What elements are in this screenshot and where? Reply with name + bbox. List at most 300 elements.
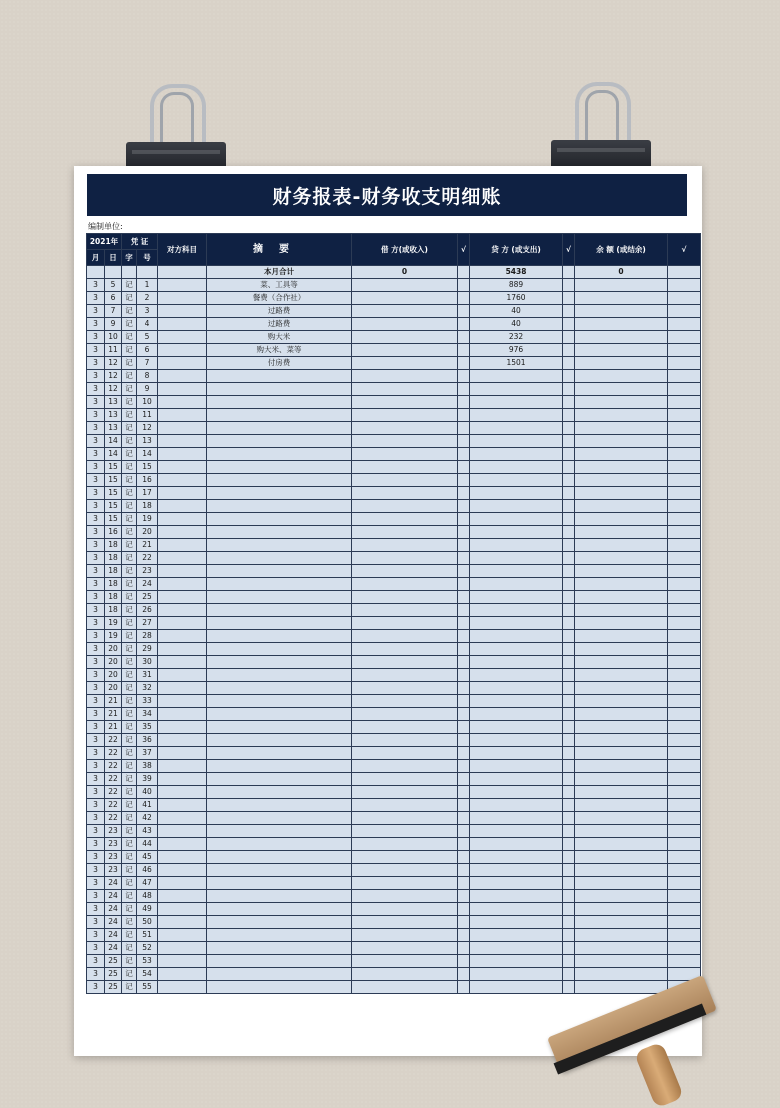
cell-number: 51 bbox=[137, 929, 158, 942]
cell-debit bbox=[352, 656, 458, 669]
cell-check bbox=[458, 422, 470, 435]
cell-month: 3 bbox=[87, 799, 105, 812]
cell-day: 12 bbox=[105, 383, 122, 396]
cell-check bbox=[563, 591, 575, 604]
cell-month: 3 bbox=[87, 474, 105, 487]
header-summary: 摘要 bbox=[207, 234, 352, 266]
cell-debit bbox=[352, 968, 458, 981]
cell-check bbox=[563, 630, 575, 643]
cell-summary bbox=[207, 409, 352, 422]
cell-check bbox=[563, 838, 575, 851]
cell-type: 记 bbox=[122, 526, 137, 539]
cell-check bbox=[668, 487, 701, 500]
cell-account bbox=[158, 955, 207, 968]
cell-debit bbox=[352, 331, 458, 344]
cell-month: 3 bbox=[87, 357, 105, 370]
cell-check bbox=[563, 461, 575, 474]
cell-account bbox=[158, 292, 207, 305]
cell-check bbox=[668, 643, 701, 656]
cell-check bbox=[563, 864, 575, 877]
cell-check bbox=[563, 812, 575, 825]
cell-day: 21 bbox=[105, 721, 122, 734]
cell-number: 15 bbox=[137, 461, 158, 474]
cell-account bbox=[158, 513, 207, 526]
cell-summary bbox=[207, 487, 352, 500]
cell-check bbox=[563, 916, 575, 929]
cell-number: 31 bbox=[137, 669, 158, 682]
page-title: 财务报表-财务收支明细账 bbox=[87, 174, 687, 216]
cell-check bbox=[563, 344, 575, 357]
cell-credit bbox=[470, 409, 563, 422]
cell-account bbox=[158, 773, 207, 786]
cell-balance bbox=[575, 942, 668, 955]
cell-debit bbox=[352, 487, 458, 500]
cell-type: 记 bbox=[122, 864, 137, 877]
cell-credit bbox=[470, 682, 563, 695]
cell-credit bbox=[470, 370, 563, 383]
cell-type: 记 bbox=[122, 747, 137, 760]
cell-month: 3 bbox=[87, 604, 105, 617]
cell-check bbox=[668, 344, 701, 357]
cell-type: 记 bbox=[122, 968, 137, 981]
cell-check bbox=[563, 773, 575, 786]
cell-debit bbox=[352, 942, 458, 955]
cell-check bbox=[668, 591, 701, 604]
cell-account bbox=[158, 643, 207, 656]
cell-account bbox=[158, 929, 207, 942]
cell-check bbox=[668, 448, 701, 461]
cell-credit bbox=[470, 630, 563, 643]
cell-debit bbox=[352, 292, 458, 305]
table-row bbox=[87, 565, 701, 578]
cell-check bbox=[668, 799, 701, 812]
cell-debit bbox=[352, 890, 458, 903]
cell-type: 记 bbox=[122, 786, 137, 799]
cell-type: 记 bbox=[122, 357, 137, 370]
cell-check bbox=[668, 318, 701, 331]
cell-balance bbox=[575, 409, 668, 422]
table-row bbox=[87, 396, 701, 409]
table-row bbox=[87, 461, 701, 474]
cell-account bbox=[158, 968, 207, 981]
cell-check bbox=[458, 565, 470, 578]
cell-type: 记 bbox=[122, 838, 137, 851]
cell-debit bbox=[352, 383, 458, 396]
cell-type: 记 bbox=[122, 617, 137, 630]
cell-debit bbox=[352, 695, 458, 708]
cell-number: 40 bbox=[137, 786, 158, 799]
cell-check bbox=[668, 305, 701, 318]
cell-check bbox=[668, 565, 701, 578]
cell-day: 24 bbox=[105, 929, 122, 942]
cell-credit bbox=[470, 578, 563, 591]
cell-debit bbox=[352, 526, 458, 539]
cell-credit bbox=[470, 448, 563, 461]
cell-month: 3 bbox=[87, 318, 105, 331]
table-row bbox=[87, 942, 701, 955]
cell-type: 记 bbox=[122, 942, 137, 955]
cell-account bbox=[158, 851, 207, 864]
cell-debit bbox=[352, 474, 458, 487]
cell-account bbox=[158, 734, 207, 747]
cell-debit bbox=[352, 396, 458, 409]
table-row bbox=[87, 617, 701, 630]
cell-month: 3 bbox=[87, 695, 105, 708]
cell-check bbox=[668, 890, 701, 903]
cell-number: 52 bbox=[137, 942, 158, 955]
cell-balance bbox=[575, 877, 668, 890]
cell-balance bbox=[575, 539, 668, 552]
cell-month: 3 bbox=[87, 669, 105, 682]
cell-check bbox=[563, 617, 575, 630]
cell-balance bbox=[575, 643, 668, 656]
cell-check bbox=[458, 435, 470, 448]
cell-account bbox=[158, 838, 207, 851]
cell-credit bbox=[470, 695, 563, 708]
cell-number: 3 bbox=[137, 305, 158, 318]
cell-summary bbox=[207, 721, 352, 734]
cell-check bbox=[458, 461, 470, 474]
cell-balance bbox=[575, 461, 668, 474]
cell-month: 3 bbox=[87, 812, 105, 825]
cell-balance bbox=[575, 474, 668, 487]
cell-number: 26 bbox=[137, 604, 158, 617]
cell-day: 24 bbox=[105, 942, 122, 955]
cell-check bbox=[668, 903, 701, 916]
cell-debit bbox=[352, 864, 458, 877]
cell-credit bbox=[470, 786, 563, 799]
cell-balance bbox=[575, 396, 668, 409]
cell-debit bbox=[352, 838, 458, 851]
header-check: √ bbox=[458, 234, 470, 266]
table-row bbox=[87, 812, 701, 825]
cell-type: 记 bbox=[122, 591, 137, 604]
cell-check bbox=[458, 383, 470, 396]
cell-debit bbox=[352, 903, 458, 916]
cell-day: 11 bbox=[105, 344, 122, 357]
cell-balance bbox=[575, 591, 668, 604]
cell-account bbox=[158, 825, 207, 838]
cell-check bbox=[458, 357, 470, 370]
cell-check bbox=[668, 773, 701, 786]
cell-credit bbox=[470, 539, 563, 552]
table-row bbox=[87, 383, 701, 396]
cell-month: 3 bbox=[87, 383, 105, 396]
cell-check bbox=[668, 669, 701, 682]
cell-balance bbox=[575, 383, 668, 396]
cell-account bbox=[158, 903, 207, 916]
table-row bbox=[87, 760, 701, 773]
cell-day: 15 bbox=[105, 487, 122, 500]
cell-check bbox=[668, 812, 701, 825]
table-row bbox=[87, 734, 701, 747]
cell-balance bbox=[575, 747, 668, 760]
cell-summary bbox=[207, 669, 352, 682]
cell-summary bbox=[207, 786, 352, 799]
cell-type: 记 bbox=[122, 448, 137, 461]
cell-check bbox=[563, 903, 575, 916]
cell-month: 3 bbox=[87, 539, 105, 552]
cell-check bbox=[563, 500, 575, 513]
cell-type: 记 bbox=[122, 500, 137, 513]
header-number: 号 bbox=[137, 250, 158, 266]
cell-account bbox=[158, 409, 207, 422]
cell-balance bbox=[575, 903, 668, 916]
cell-check bbox=[668, 526, 701, 539]
cell-type: 记 bbox=[122, 292, 137, 305]
cell-number: 24 bbox=[137, 578, 158, 591]
cell-account bbox=[158, 617, 207, 630]
cell-check bbox=[458, 903, 470, 916]
cell-month: 3 bbox=[87, 344, 105, 357]
cell-type: 记 bbox=[122, 643, 137, 656]
cell-month: 3 bbox=[87, 890, 105, 903]
cell-balance bbox=[575, 864, 668, 877]
cell-credit: 232 bbox=[470, 331, 563, 344]
cell-check bbox=[563, 682, 575, 695]
cell-day: 22 bbox=[105, 747, 122, 760]
cell-balance bbox=[575, 825, 668, 838]
cell-day: 15 bbox=[105, 513, 122, 526]
cell-credit bbox=[470, 838, 563, 851]
cell-number: 39 bbox=[137, 773, 158, 786]
cell-credit: 40 bbox=[470, 305, 563, 318]
cell-credit bbox=[470, 747, 563, 760]
cell-check bbox=[458, 877, 470, 890]
cell-balance bbox=[575, 786, 668, 799]
cell-number: 28 bbox=[137, 630, 158, 643]
cell-type: 记 bbox=[122, 435, 137, 448]
cell-account bbox=[158, 916, 207, 929]
cell-number: 17 bbox=[137, 487, 158, 500]
table-row bbox=[87, 682, 701, 695]
table-row bbox=[87, 539, 701, 552]
cell-type: 记 bbox=[122, 552, 137, 565]
cell-check bbox=[563, 656, 575, 669]
cell-check bbox=[458, 955, 470, 968]
cell-credit bbox=[470, 422, 563, 435]
cell-summary: 过路费 bbox=[207, 305, 352, 318]
cell-check bbox=[668, 604, 701, 617]
cell-check bbox=[563, 513, 575, 526]
cell-check bbox=[458, 669, 470, 682]
cell-balance bbox=[575, 448, 668, 461]
cell-day: 14 bbox=[105, 448, 122, 461]
cell-number: 34 bbox=[137, 708, 158, 721]
cell-account bbox=[158, 721, 207, 734]
cell-type: 记 bbox=[122, 604, 137, 617]
cell-credit bbox=[470, 656, 563, 669]
cell-month: 3 bbox=[87, 877, 105, 890]
cell-month: 3 bbox=[87, 929, 105, 942]
cell-check bbox=[563, 526, 575, 539]
cell-balance bbox=[575, 617, 668, 630]
cell-type: 记 bbox=[122, 630, 137, 643]
cell-debit bbox=[352, 812, 458, 825]
cell-check bbox=[563, 604, 575, 617]
table-row bbox=[87, 370, 701, 383]
cell-day: 23 bbox=[105, 851, 122, 864]
cell-account bbox=[158, 604, 207, 617]
cell-debit bbox=[352, 630, 458, 643]
cell-day: 22 bbox=[105, 760, 122, 773]
cell-day: 22 bbox=[105, 799, 122, 812]
cell-month: 3 bbox=[87, 656, 105, 669]
cell-balance bbox=[575, 305, 668, 318]
cell-summary bbox=[207, 461, 352, 474]
cell-balance bbox=[575, 968, 668, 981]
cell-check bbox=[563, 721, 575, 734]
cell-account bbox=[158, 383, 207, 396]
cell-check bbox=[563, 955, 575, 968]
cell-type: 记 bbox=[122, 981, 137, 994]
cell-balance bbox=[575, 630, 668, 643]
cell-check bbox=[668, 825, 701, 838]
table-row bbox=[87, 318, 701, 331]
cell-type: 记 bbox=[122, 851, 137, 864]
cell-check bbox=[563, 305, 575, 318]
cell-summary bbox=[207, 968, 352, 981]
cell-day: 22 bbox=[105, 812, 122, 825]
cell-check bbox=[668, 916, 701, 929]
cell-debit bbox=[352, 279, 458, 292]
cell-type: 记 bbox=[122, 708, 137, 721]
cell-check bbox=[668, 877, 701, 890]
header-check: √ bbox=[668, 234, 701, 266]
table-row bbox=[87, 799, 701, 812]
cell-day: 23 bbox=[105, 838, 122, 851]
cell-day: 12 bbox=[105, 357, 122, 370]
header-year: 2021年 bbox=[87, 234, 122, 250]
cell-balance bbox=[575, 851, 668, 864]
cell-day: 18 bbox=[105, 565, 122, 578]
cell-check bbox=[668, 500, 701, 513]
cell-summary bbox=[207, 565, 352, 578]
cell-check bbox=[563, 708, 575, 721]
cell-number: 16 bbox=[137, 474, 158, 487]
cell-number: 2 bbox=[137, 292, 158, 305]
cell-summary bbox=[207, 812, 352, 825]
table-row bbox=[87, 721, 701, 734]
cell-check bbox=[563, 968, 575, 981]
wooden-stamp bbox=[540, 985, 740, 1102]
cell-debit bbox=[352, 357, 458, 370]
cell-check bbox=[668, 838, 701, 851]
cell-month: 3 bbox=[87, 708, 105, 721]
cell-summary: 购大米 bbox=[207, 331, 352, 344]
cell-summary bbox=[207, 539, 352, 552]
cell-number: 47 bbox=[137, 877, 158, 890]
cell-check bbox=[563, 474, 575, 487]
cell-check bbox=[563, 279, 575, 292]
cell-account bbox=[158, 318, 207, 331]
cell-month: 3 bbox=[87, 591, 105, 604]
cell-type: 记 bbox=[122, 422, 137, 435]
cell-account bbox=[158, 786, 207, 799]
cell-month: 3 bbox=[87, 552, 105, 565]
cell-check bbox=[668, 422, 701, 435]
table-row bbox=[87, 448, 701, 461]
cell-number: 37 bbox=[137, 747, 158, 760]
cell-day: 15 bbox=[105, 461, 122, 474]
cell-month: 3 bbox=[87, 292, 105, 305]
cell-month: 3 bbox=[87, 409, 105, 422]
cell-balance bbox=[575, 656, 668, 669]
cell-credit bbox=[470, 760, 563, 773]
cell-check bbox=[563, 890, 575, 903]
cell-type: 记 bbox=[122, 370, 137, 383]
cell-credit bbox=[470, 461, 563, 474]
cell-check bbox=[458, 591, 470, 604]
table-row bbox=[87, 500, 701, 513]
cell-account bbox=[158, 357, 207, 370]
cell-number: 20 bbox=[137, 526, 158, 539]
cell-account bbox=[158, 526, 207, 539]
cell-type: 记 bbox=[122, 513, 137, 526]
cell-check bbox=[668, 383, 701, 396]
cell-day: 18 bbox=[105, 604, 122, 617]
cell-account bbox=[158, 669, 207, 682]
cell-summary bbox=[207, 695, 352, 708]
table-row bbox=[87, 643, 701, 656]
cell-account bbox=[158, 370, 207, 383]
cell-summary bbox=[207, 448, 352, 461]
cell-summary bbox=[207, 370, 352, 383]
cell-balance bbox=[575, 357, 668, 370]
cell-credit bbox=[470, 864, 563, 877]
cell-check bbox=[458, 799, 470, 812]
cell-check bbox=[668, 708, 701, 721]
cell-check bbox=[563, 331, 575, 344]
cell-number: 9 bbox=[137, 383, 158, 396]
cell-debit bbox=[352, 877, 458, 890]
cell-type: 记 bbox=[122, 903, 137, 916]
cell-account bbox=[158, 578, 207, 591]
cell-balance bbox=[575, 578, 668, 591]
cell-check bbox=[563, 552, 575, 565]
cell-credit bbox=[470, 825, 563, 838]
cell-number: 54 bbox=[137, 968, 158, 981]
cell-check bbox=[668, 552, 701, 565]
cell-check bbox=[563, 747, 575, 760]
cell-type: 记 bbox=[122, 695, 137, 708]
cell-credit bbox=[470, 435, 563, 448]
cell-check bbox=[563, 487, 575, 500]
cell-check bbox=[458, 500, 470, 513]
cell-account bbox=[158, 942, 207, 955]
cell-day: 25 bbox=[105, 968, 122, 981]
cell-month: 3 bbox=[87, 851, 105, 864]
cell-credit bbox=[470, 487, 563, 500]
cell-account bbox=[158, 552, 207, 565]
cell-credit: 1760 bbox=[470, 292, 563, 305]
cell-number: 48 bbox=[137, 890, 158, 903]
cell-summary bbox=[207, 877, 352, 890]
table-row bbox=[87, 422, 701, 435]
table-row bbox=[87, 955, 701, 968]
table-row bbox=[87, 279, 701, 292]
cell-check bbox=[458, 773, 470, 786]
cell-month: 3 bbox=[87, 838, 105, 851]
cell-day: 15 bbox=[105, 500, 122, 513]
cell-check bbox=[563, 851, 575, 864]
cell-check bbox=[668, 656, 701, 669]
cell-debit bbox=[352, 825, 458, 838]
cell-check bbox=[563, 370, 575, 383]
cell-check bbox=[563, 669, 575, 682]
cell-summary bbox=[207, 890, 352, 903]
cell-check bbox=[563, 825, 575, 838]
